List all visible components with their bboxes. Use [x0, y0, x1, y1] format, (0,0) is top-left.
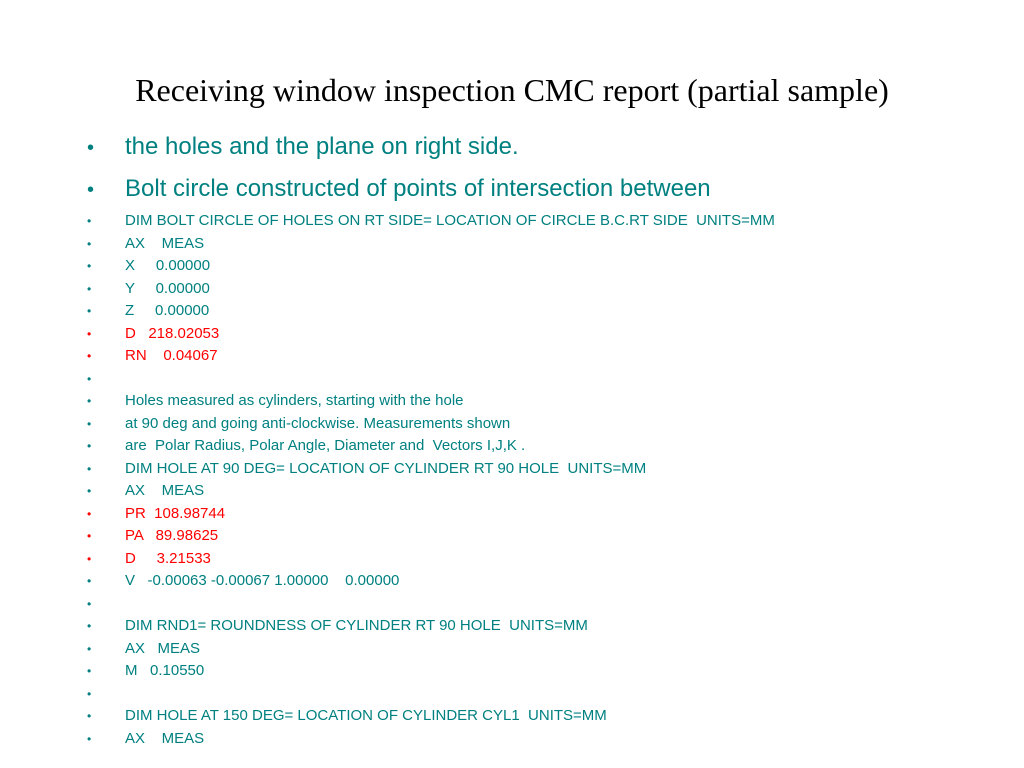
bullet-item [87, 255, 997, 278]
bullet-item [87, 458, 997, 481]
bullet-text: AX MEAS [125, 639, 201, 657]
bullet-text: DIM HOLE AT 150 DEG= LOCATION OF CYLINDER CYL1 UNITS=MM [125, 707, 607, 724]
slide-title: Receiving window inspection CMC report (partial sample) [135, 72, 889, 108]
bullet-text: Bolt circle constructed of points of intersection between [125, 175, 711, 202]
bullet-text: V -0.00063 -0.00067 1.00000 0.00000 [125, 572, 400, 589]
bullet-item [87, 480, 997, 503]
bullet-text: D 218.02053 [125, 324, 220, 342]
bullet-item [87, 593, 997, 616]
bullet-item [87, 126, 997, 168]
bullet-marker: • [87, 179, 95, 201]
bullet-item [87, 728, 997, 751]
bullet-item [87, 435, 997, 458]
bullet-marker: • [87, 619, 92, 633]
bullet-marker: • [87, 214, 92, 228]
bullet-marker: • [87, 281, 92, 296]
bullet-text: PR 108.98744 [125, 504, 226, 522]
bullet-text: DIM RND1= ROUNDNESS OF CYLINDER RT 90 HOLE UNITS=MM [125, 617, 588, 634]
bullet-item [87, 210, 997, 233]
bullet-marker: • [87, 461, 92, 476]
bullet-marker: • [87, 137, 95, 159]
bullet-item [87, 390, 997, 413]
bullet-item [87, 168, 997, 210]
bullet-text: D 3.21533 [125, 549, 211, 567]
bullet-text: AX MEAS [125, 729, 205, 747]
bullet-marker: • [87, 484, 92, 498]
bullet-marker: • [87, 731, 92, 746]
bullet-item [87, 413, 997, 436]
bullet-item [87, 503, 997, 526]
bullet-list [87, 126, 997, 750]
bullet-item [87, 548, 997, 571]
bullet-item [87, 615, 997, 638]
bullet-text: are Polar Radius, Polar Angle, Diameter and Vectors I,J,K . [125, 437, 526, 454]
bullet-item [87, 525, 997, 548]
bullet-marker: • [87, 304, 92, 318]
bullet-marker: • [87, 259, 92, 273]
bullet-text: at 90 deg and going anti-clockwise. Measurements shown [125, 414, 511, 432]
bullet-text: Holes measured as cylinders, starting with the hole [125, 392, 464, 409]
bullet-marker: • [87, 664, 92, 678]
bullet-item [87, 300, 997, 323]
bullet-marker: • [87, 709, 92, 723]
bullet-marker: • [87, 551, 92, 566]
bullet-marker: • [87, 686, 92, 701]
bullet-marker: • [87, 506, 92, 521]
bullet-marker: • [87, 394, 92, 408]
bullet-item [87, 323, 997, 346]
bullet-text: RN 0.04067 [125, 347, 218, 364]
bullet-marker: • [87, 439, 92, 453]
bullet-text: Z 0.00000 [125, 302, 210, 319]
bullet-item [87, 345, 997, 368]
bullet-item [87, 705, 997, 728]
bullet-marker: • [87, 371, 92, 386]
bullet-item [87, 660, 997, 683]
bullet-text: AX MEAS [125, 482, 205, 499]
bullet-marker: • [87, 326, 92, 341]
bullet-item [87, 233, 997, 256]
bullet-marker: • [87, 596, 92, 611]
bullet-text: DIM HOLE AT 90 DEG= LOCATION OF CYLINDER RT 90 HOLE UNITS=MM [125, 459, 647, 477]
bullet-marker: • [87, 574, 92, 588]
bullet-text: PA 89.98625 [125, 527, 219, 544]
bullet-text: the holes and the plane on right side. [125, 133, 519, 160]
bullet-marker: • [87, 416, 92, 431]
bullet-item [87, 638, 997, 661]
bullet-item [87, 683, 997, 706]
bullet-item [87, 570, 997, 593]
bullet-text: DIM BOLT CIRCLE OF HOLES ON RT SIDE= LOCATION OF CIRCLE B.C.RT SIDE UNITS=MM [125, 212, 775, 229]
bullet-text: X 0.00000 [125, 257, 211, 274]
bullet-marker: • [87, 641, 92, 656]
bullet-text: M 0.10550 [125, 662, 205, 679]
bullet-item [87, 278, 997, 301]
bullet-marker: • [87, 529, 92, 543]
bullet-item [87, 368, 997, 391]
bullet-marker: • [87, 236, 92, 251]
bullet-text: AX MEAS [125, 234, 205, 252]
bullet-marker: • [87, 349, 92, 363]
bullet-text: Y 0.00000 [125, 279, 210, 297]
